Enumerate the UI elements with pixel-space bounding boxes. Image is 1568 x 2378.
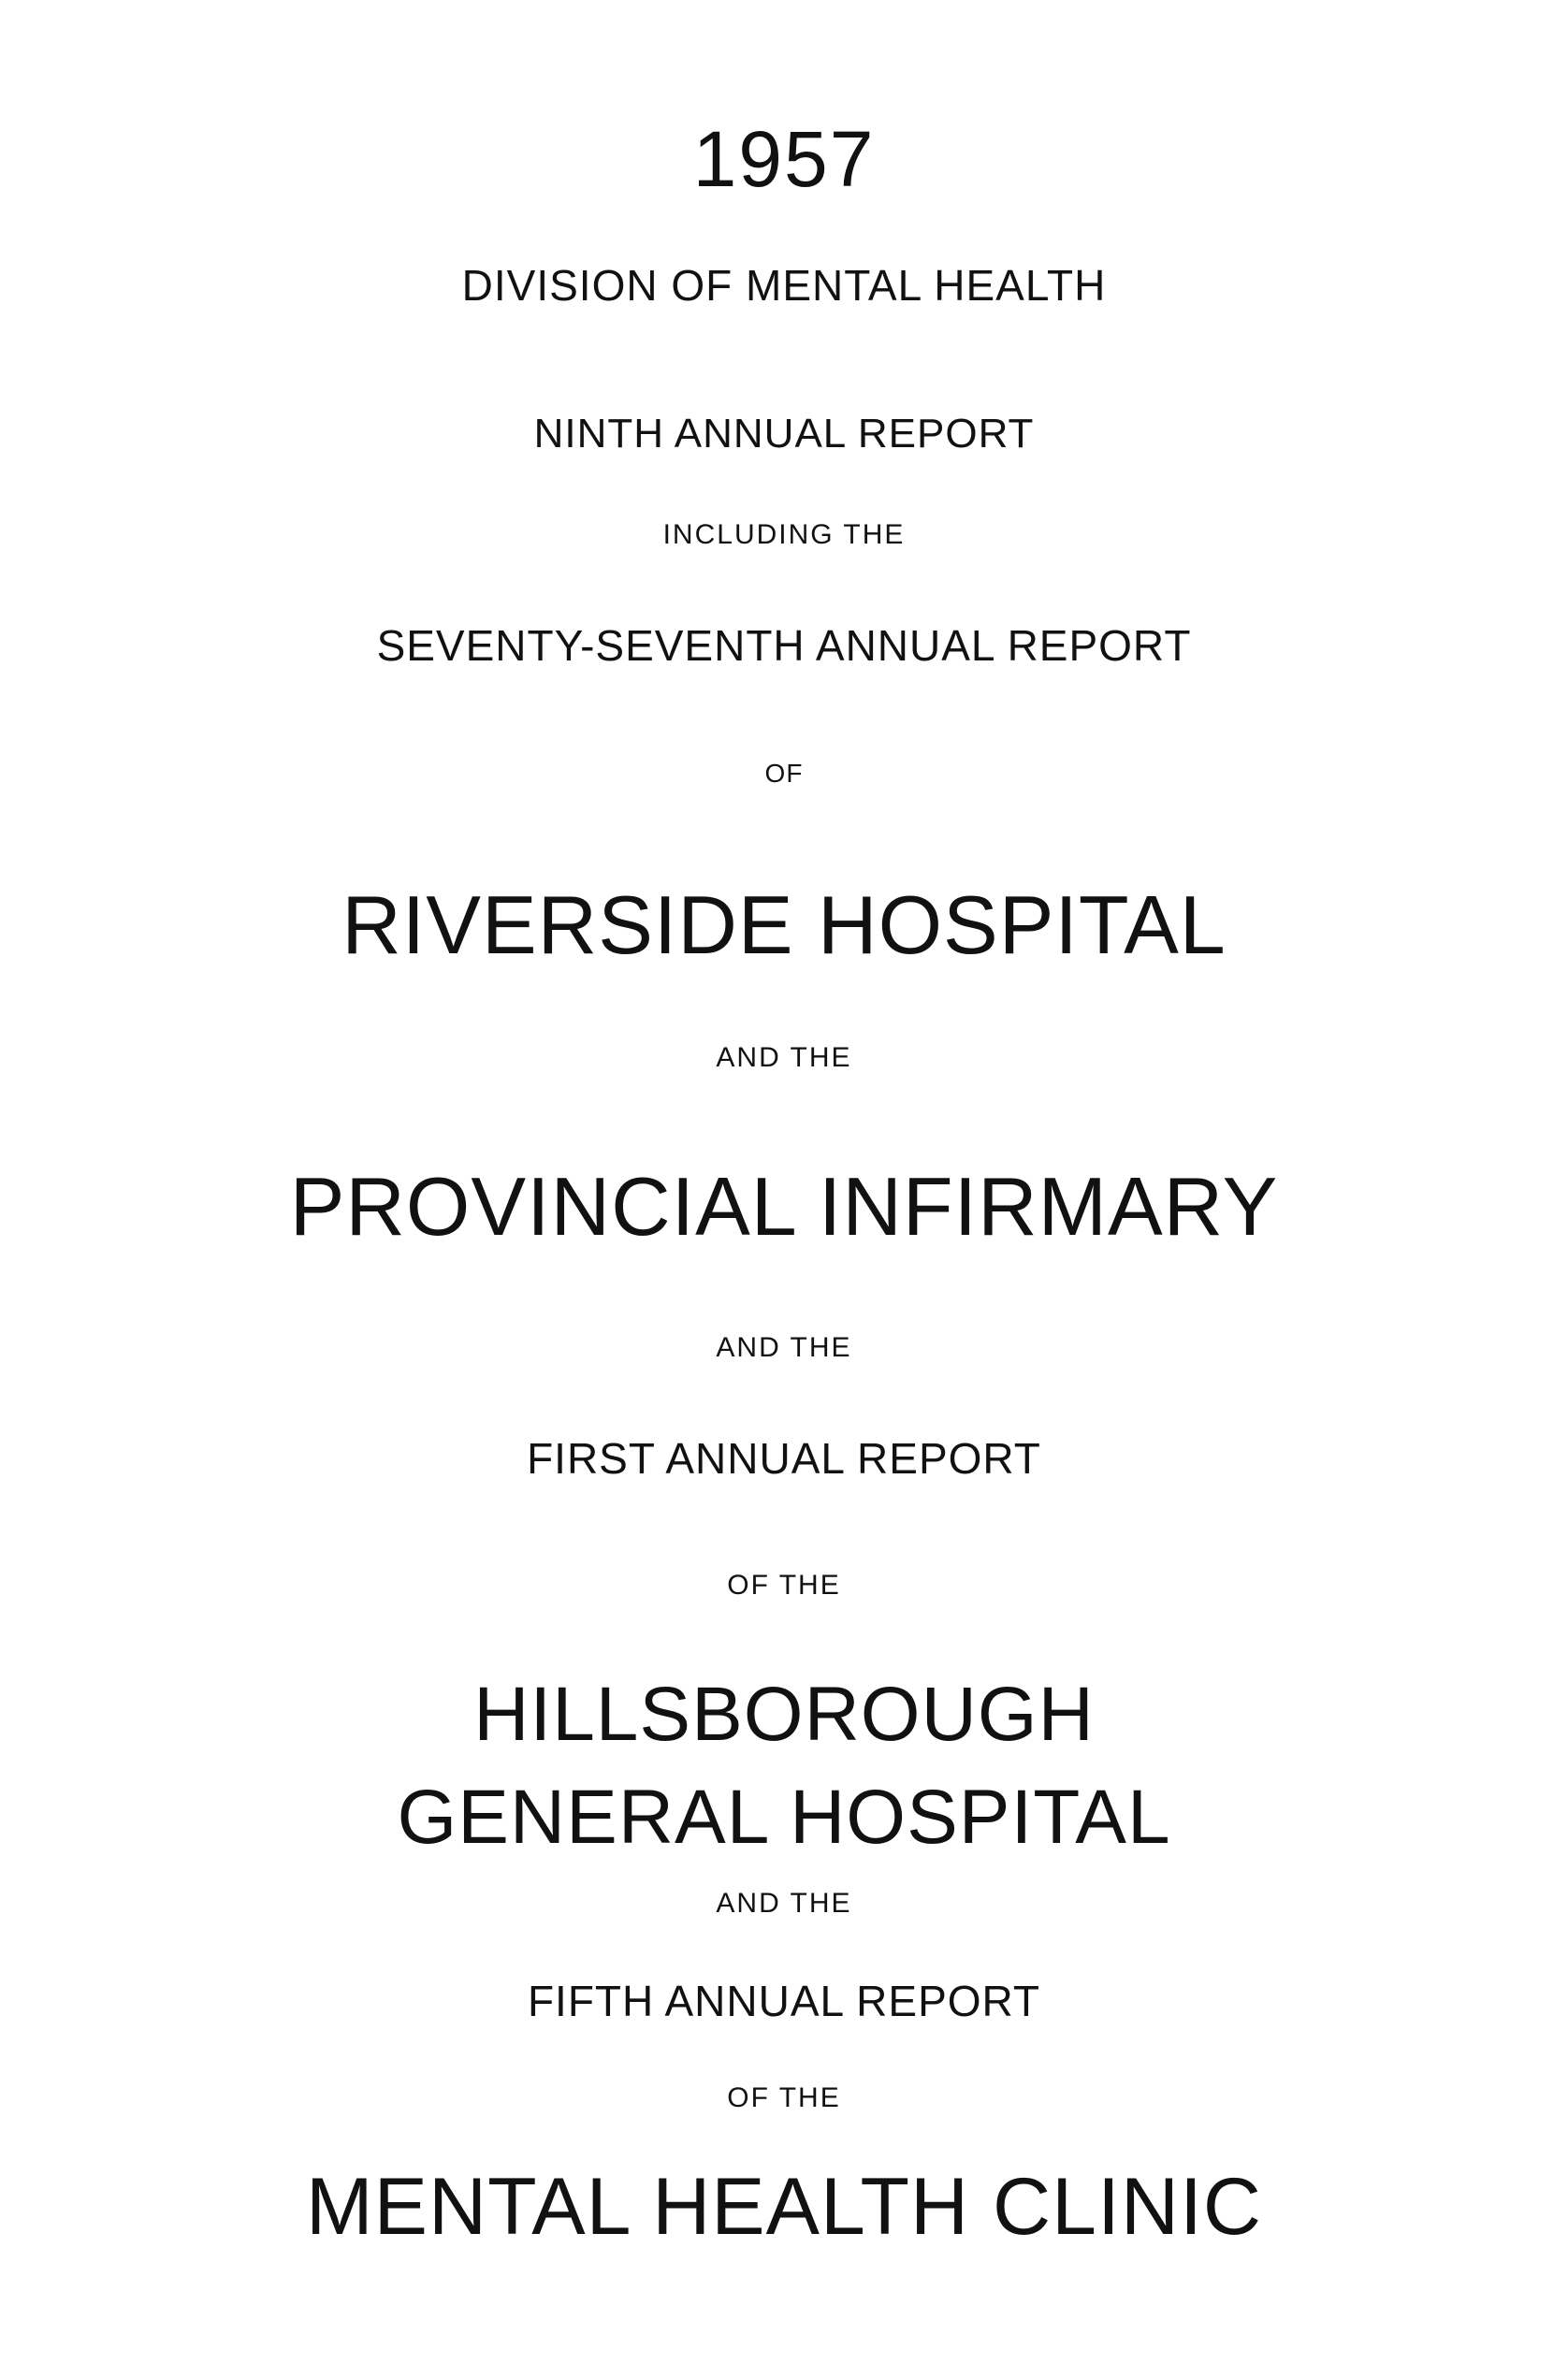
seventy-seventh-report: SEVENTY-SEVENTH ANNUAL REPORT (376, 621, 1192, 670)
report-year: 1957 (692, 115, 876, 203)
mental-health-clinic-title: MENTAL HEALTH CLINIC (306, 2162, 1262, 2252)
of-the-connector-1: OF THE (727, 1570, 841, 1601)
and-the-connector-2: AND THE (716, 1332, 852, 1363)
riverside-hospital-title: RIVERSIDE HOSPITAL (341, 878, 1227, 971)
and-the-connector-3: AND THE (716, 1888, 852, 1919)
hillsborough-title: HILLSBOROUGH (473, 1672, 1095, 1757)
fifth-annual-report: FIFTH ANNUAL REPORT (527, 1977, 1041, 2025)
provincial-infirmary-title: PROVINCIAL INFIRMARY (289, 1160, 1279, 1253)
including-the-line: INCLUDING THE (662, 519, 906, 550)
first-annual-report: FIRST ANNUAL REPORT (527, 1434, 1041, 1483)
of-connector: OF (764, 759, 804, 788)
and-the-connector-1: AND THE (716, 1042, 852, 1073)
ninth-annual-report: NINTH ANNUAL REPORT (533, 411, 1035, 457)
general-hospital-title: GENERAL HOSPITAL (397, 1775, 1171, 1860)
division-heading: DIVISION OF MENTAL HEALTH (461, 261, 1107, 310)
of-the-connector-2: OF THE (727, 2082, 841, 2113)
